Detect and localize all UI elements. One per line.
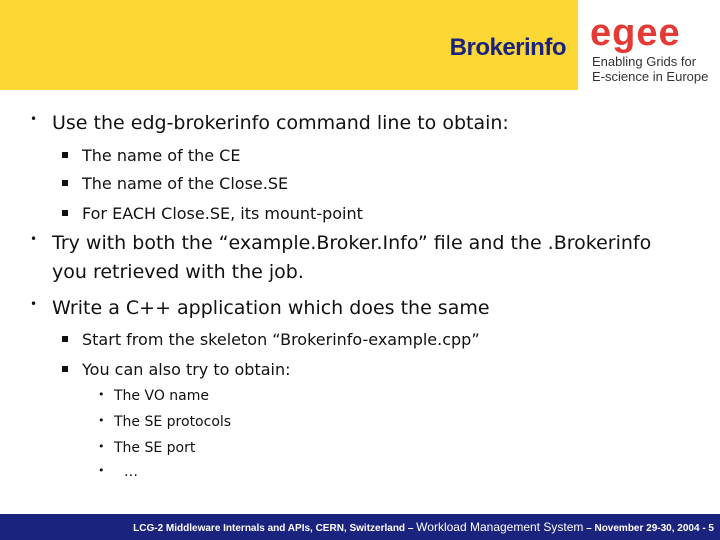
bullet-text: Try with both the “example.Broker.Info” file and the .Brokerinfo	[52, 232, 652, 254]
title-banner	[0, 0, 578, 90]
bullet-text: you retrieved with the job.	[52, 261, 304, 283]
sub-sub-bullet-text: The SE protocols	[114, 414, 232, 430]
sub-bullet-text: The name of the CE	[82, 146, 241, 165]
bullet-marker: •	[98, 464, 105, 477]
logo-wordmark-text: egee	[590, 12, 681, 54]
footer-text	[133, 520, 714, 534]
square-bullet-marker	[62, 152, 68, 158]
footer-date-page: – November 29-30, 2004 - 5	[583, 523, 714, 534]
footer-bar	[0, 514, 720, 540]
footer-topic: Workload Management System	[416, 520, 584, 534]
square-bullet-marker	[62, 336, 68, 342]
bullet-marker: •	[98, 440, 105, 453]
bullet-marker: •	[30, 297, 38, 311]
sub-bullet-text: For EACH Close.SE, its mount-point	[82, 204, 363, 223]
sub-bullet-text: Start from the skeleton “Brokerinfo-example.cpp”	[82, 330, 480, 349]
logo-tagline-2: E-science in Europe	[592, 69, 709, 84]
sub-sub-bullet-text: The SE port	[114, 440, 196, 456]
sub-bullet-text: You can also try to obtain:	[82, 360, 291, 379]
logo-wordmark	[590, 12, 681, 55]
egee-logo	[584, 10, 714, 90]
bullet-text: Write a C++ application which does the same	[52, 297, 490, 319]
bullet-marker: •	[30, 232, 38, 246]
square-bullet-marker	[62, 180, 68, 186]
sub-sub-bullet-text: The VO name	[114, 388, 209, 404]
bullet-marker: •	[98, 388, 105, 401]
square-bullet-marker	[62, 366, 68, 372]
bullet-marker: •	[98, 414, 105, 427]
logo-tagline-1: Enabling Grids for	[592, 54, 697, 69]
bullet-marker: •	[30, 112, 38, 126]
bullet-text: Use the edg-brokerinfo command line to obtain:	[52, 112, 509, 134]
square-bullet-marker	[62, 210, 68, 216]
footer-event: LCG-2 Middleware Internals and APIs, CERN, Switzerland –	[133, 523, 417, 534]
slide-title: Brokerinfo	[449, 34, 566, 61]
sub-bullet-text: The name of the Close.SE	[82, 174, 289, 193]
sub-sub-bullet-text: …	[124, 464, 138, 480]
